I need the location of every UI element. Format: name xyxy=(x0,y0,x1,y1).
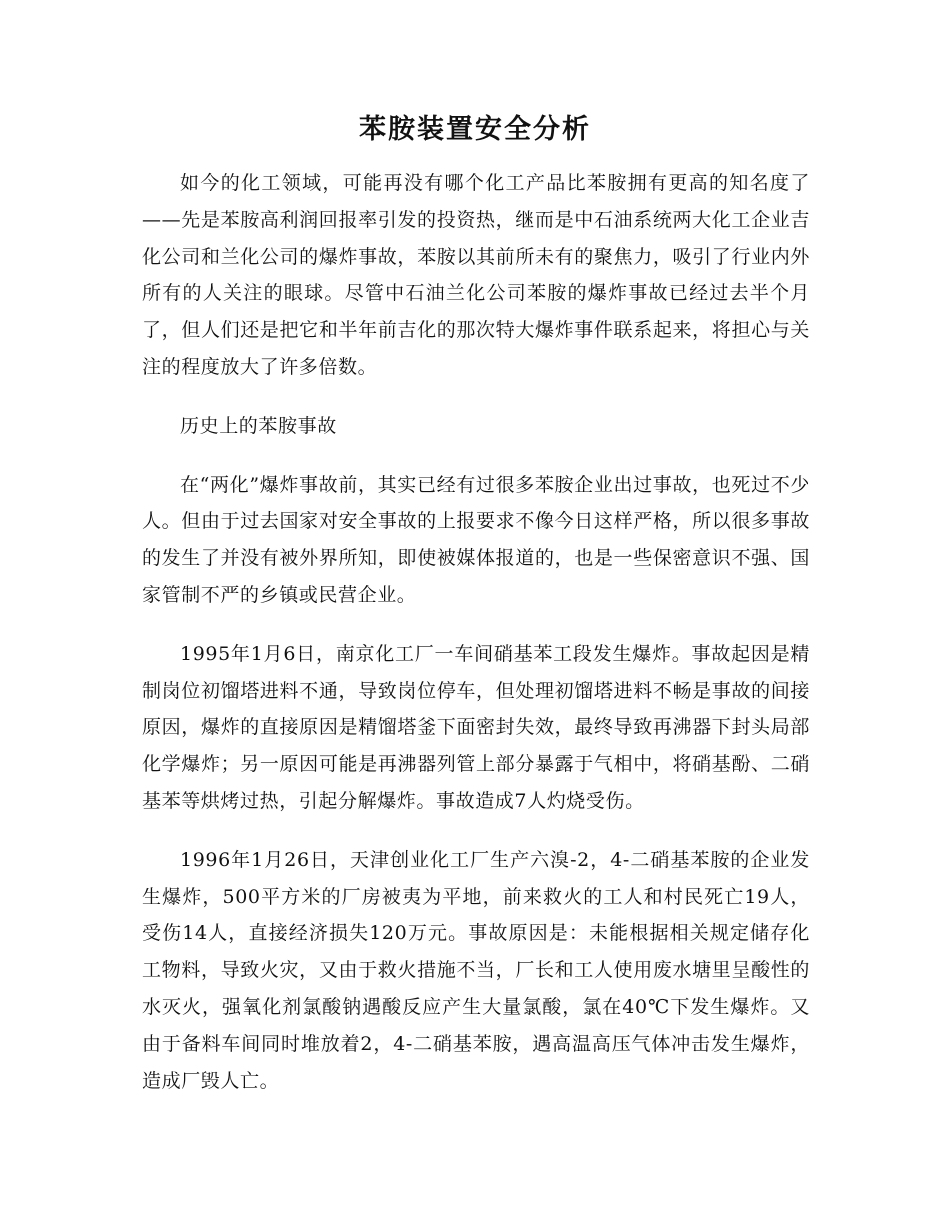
paragraph-1996-incident: 1996年1月26日，天津创业化工厂生产六溴-2，4-二硝基苯胺的企业发生爆炸，500平方米的厂房被夷为平地，前来救火的工人和村民死亡19人，受伤14人，直接经济损失120万元。事故原因是：未能根据相关规定储存化工物料，导致火灾，又由于救火措施不当，厂长和工人使用废水塘里呈酸性的水灭火，强氧化剂氯酸钠遇酸反应产生大量氯酸，氯在40℃下发生爆炸。又由于备料车间同时堆放着2，4-二硝基苯胺，遇高温高压气体冲击发生爆炸，造成厂毁人亡。 xyxy=(142,848,810,1092)
document-body xyxy=(142,165,810,1099)
paragraph-history: 在“两化”爆炸事故前，其实已经有过很多苯胺企业出过事故，也死过不少人。但由于过去国家对安全事故的上报要求不像今日这样严格，所以很多事故的发生了并没有被外界所知，即使被媒体报道的，也是一些保密意识不强、国家管制不严的乡镇或民营企业。 xyxy=(142,473,810,606)
document-title: 苯胺装置安全分析 xyxy=(359,114,591,145)
paragraph-intro: 如今的化工领域，可能再没有哪个化工产品比苯胺拥有更高的知名度了——先是苯胺高利润回报率引发的投资热，继而是中石油系统两大化工企业吉化公司和兰化公司的爆炸事故，苯胺以其前所未有的聚焦力，吸引了行业内外所有的人关注的眼球。尽管中石油兰化公司苯胺的爆炸事故已经过去半个月了，但人们还是把它和半年前吉化的那次特大爆炸事件联系起来，将担心与关注的程度放大了许多倍数。 xyxy=(142,172,810,378)
section-heading: 历史上的苯胺事故 xyxy=(180,414,337,437)
paragraph-1995-incident: 1995年1月6日，南京化工厂一车间硝基苯工段发生爆炸。事故起因是精制岗位初馏塔进料不通，导致岗位停车，但处理初馏塔进料不畅是事故的间接原因，爆炸的直接原因是精馏塔釜下面密封失效，最终导致再沸器下封头局部化学爆炸；另一原因可能是再沸器列管上部分暴露于气相中，将硝基酚、二硝基苯等烘烤过热，引起分解爆炸。事故造成7人灼烧受伤。 xyxy=(142,642,810,812)
